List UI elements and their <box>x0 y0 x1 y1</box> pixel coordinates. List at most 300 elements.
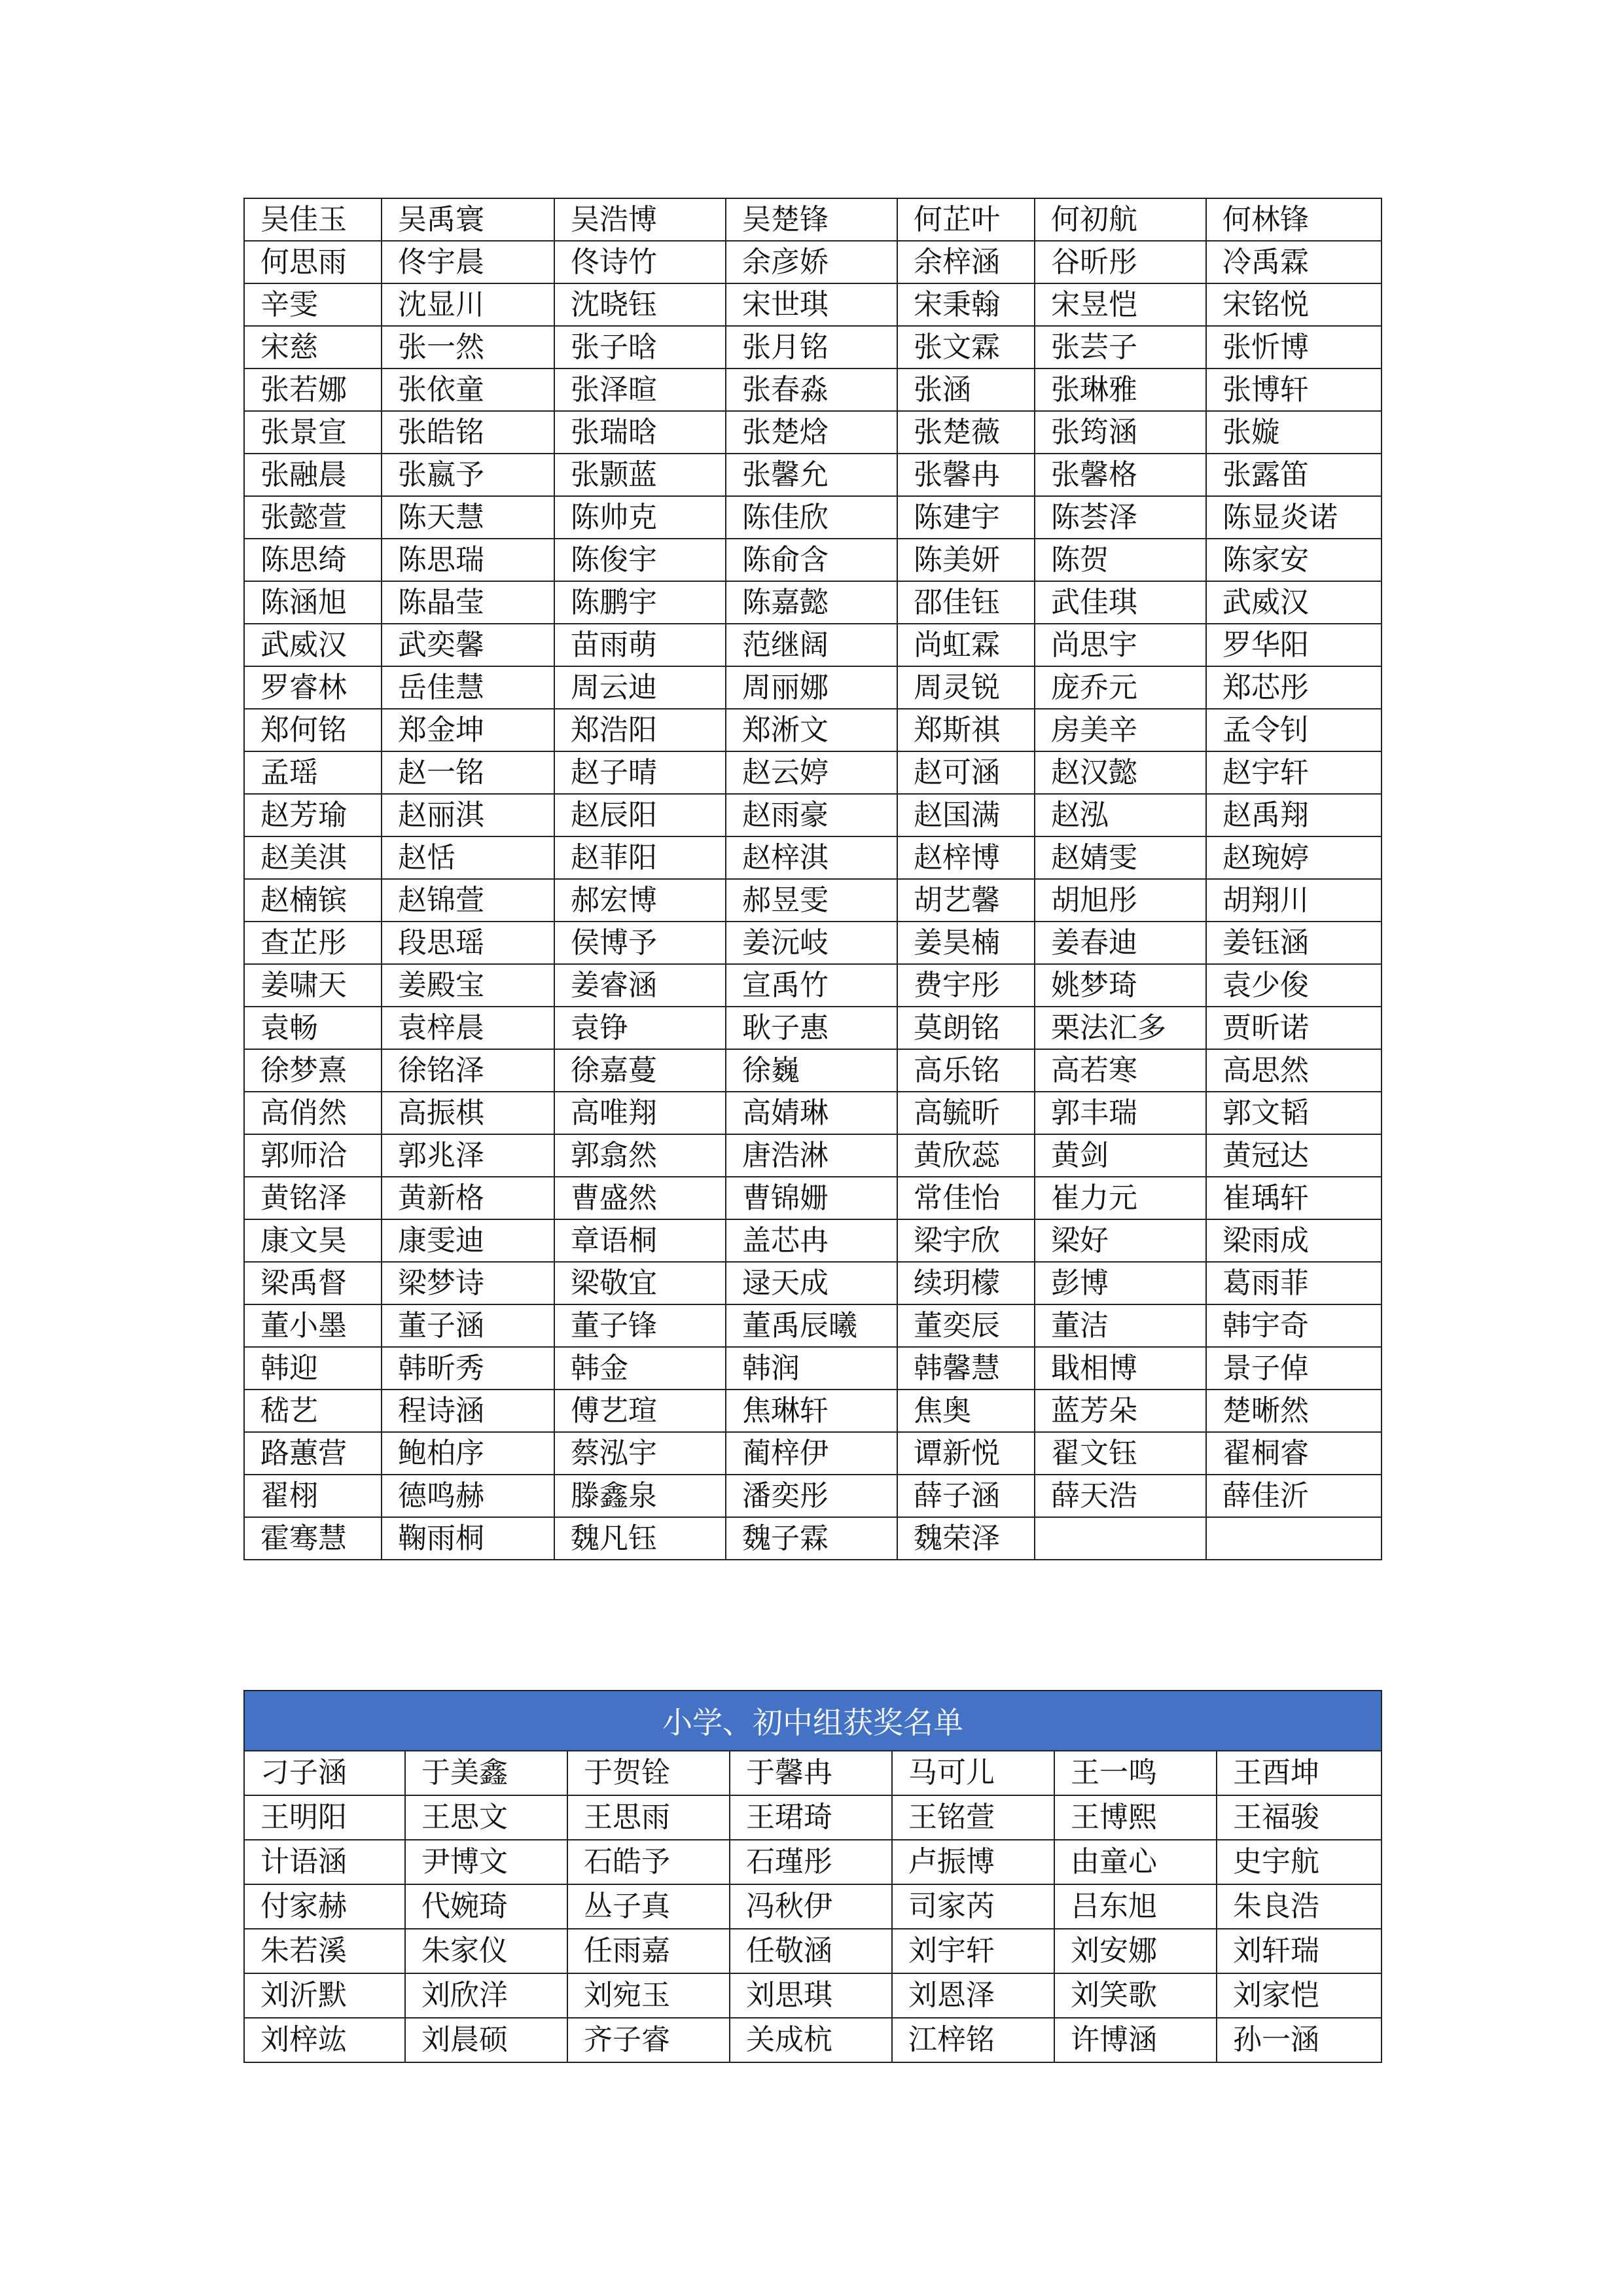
name-cell: 魏荣泽 <box>897 1517 1035 1560</box>
name-cell: 袁畅 <box>244 1007 382 1049</box>
name-cell: 郑淅文 <box>726 709 897 751</box>
name-cell: 徐嘉蔓 <box>554 1049 726 1092</box>
name-cell: 栗法汇多 <box>1035 1007 1206 1049</box>
name-cell: 刘宛玉 <box>567 1973 730 2018</box>
name-cell: 陈贺 <box>1035 539 1206 581</box>
name-cell: 赵泓 <box>1035 794 1206 836</box>
name-cell: 赵辰阳 <box>554 794 726 836</box>
primary-middle-school-award-table <box>243 1690 1382 2063</box>
name-cell: 陈家安 <box>1206 539 1382 581</box>
name-cell: 康雯迪 <box>382 1219 554 1262</box>
name-cell: 梁敬宜 <box>554 1262 726 1304</box>
name-cell: 冷禹霖 <box>1206 241 1382 283</box>
table-row <box>244 2018 1382 2062</box>
name-cell: 翟文钰 <box>1035 1432 1206 1475</box>
name-cell: 武佳琪 <box>1035 581 1206 624</box>
name-cell: 宋世琪 <box>726 283 897 326</box>
name-cell: 张颢蓝 <box>554 454 726 496</box>
name-cell: 陈天慧 <box>382 496 554 539</box>
table-row <box>244 751 1382 794</box>
name-cell: 黄欣蕊 <box>897 1134 1035 1177</box>
name-cell <box>1035 1517 1206 1560</box>
table-row <box>244 581 1382 624</box>
name-cell: 郑金坤 <box>382 709 554 751</box>
name-cell: 王明阳 <box>244 1795 405 1840</box>
name-cell: 董小墨 <box>244 1304 382 1347</box>
name-cell: 于美鑫 <box>405 1751 567 1795</box>
table-row <box>244 1795 1382 1840</box>
name-cell: 滕鑫泉 <box>554 1475 726 1517</box>
name-cell: 佟诗竹 <box>554 241 726 283</box>
name-cell: 崔力元 <box>1035 1177 1206 1219</box>
name-cell: 王铭萱 <box>892 1795 1054 1840</box>
table-row <box>244 1751 1382 1795</box>
name-cell: 邵佳钰 <box>897 581 1035 624</box>
name-cell: 楚晰然 <box>1206 1390 1382 1432</box>
table-row <box>244 198 1382 241</box>
name-cell: 薛佳沂 <box>1206 1475 1382 1517</box>
name-cell: 孟瑶 <box>244 751 382 794</box>
name-cell: 武威汉 <box>244 624 382 666</box>
name-cell: 张博轩 <box>1206 368 1382 411</box>
name-cell: 姜春迪 <box>1035 922 1206 964</box>
name-cell: 何初航 <box>1035 198 1206 241</box>
name-cell: 刘笑歌 <box>1054 1973 1217 2018</box>
name-cell: 赵菲阳 <box>554 836 726 879</box>
name-cell: 张瑞晗 <box>554 411 726 454</box>
name-cell: 黄冠达 <box>1206 1134 1382 1177</box>
name-cell: 曹盛然 <box>554 1177 726 1219</box>
name-cell: 陈俊宇 <box>554 539 726 581</box>
name-cell: 贾昕诺 <box>1206 1007 1382 1049</box>
name-cell: 续玥檬 <box>897 1262 1035 1304</box>
name-cell: 陈荟泽 <box>1035 496 1206 539</box>
name-cell: 蔡泓宇 <box>554 1432 726 1475</box>
name-cell: 于馨冉 <box>730 1751 892 1795</box>
table-row <box>244 836 1382 879</box>
name-cell: 赵梓博 <box>897 836 1035 879</box>
name-cell: 蓝芳朵 <box>1035 1390 1206 1432</box>
name-cell: 程诗涵 <box>382 1390 554 1432</box>
name-cell: 高俏然 <box>244 1092 382 1134</box>
table-row <box>244 1884 1382 1929</box>
name-cell: 房美辛 <box>1035 709 1206 751</box>
table-row <box>244 1134 1382 1177</box>
name-cell: 张融晨 <box>244 454 382 496</box>
name-cell: 郑何铭 <box>244 709 382 751</box>
name-cell: 赵婧雯 <box>1035 836 1206 879</box>
name-cell: 武奕馨 <box>382 624 554 666</box>
name-cell: 赵美淇 <box>244 836 382 879</box>
table-row <box>244 1929 1382 1973</box>
name-cell: 朱若溪 <box>244 1929 405 1973</box>
name-cell: 赵汉懿 <box>1035 751 1206 794</box>
table-row <box>244 368 1382 411</box>
table-row <box>244 794 1382 836</box>
name-cell: 韩金 <box>554 1347 726 1390</box>
name-cell: 傅艺瑄 <box>554 1390 726 1432</box>
name-cell: 姜昊楠 <box>897 922 1035 964</box>
name-cell: 赵芳瑜 <box>244 794 382 836</box>
name-cell: 于贺铨 <box>567 1751 730 1795</box>
table-row <box>244 454 1382 496</box>
name-cell: 郑浩阳 <box>554 709 726 751</box>
name-cell: 司家芮 <box>892 1884 1054 1929</box>
table-row <box>244 411 1382 454</box>
name-cell: 袁铮 <box>554 1007 726 1049</box>
name-cell: 赵子晴 <box>554 751 726 794</box>
name-cell: 辛雯 <box>244 283 382 326</box>
name-cell: 赵楠镔 <box>244 879 382 922</box>
name-cell: 王福骏 <box>1217 1795 1382 1840</box>
name-cell: 罗睿林 <box>244 666 382 709</box>
name-cell: 郭丰瑞 <box>1035 1092 1206 1134</box>
name-cell: 赵梓淇 <box>726 836 897 879</box>
name-cell: 王博熙 <box>1054 1795 1217 1840</box>
name-cell: 周丽娜 <box>726 666 897 709</box>
name-cell: 宋铭悦 <box>1206 283 1382 326</box>
name-cell: 郝昱雯 <box>726 879 897 922</box>
name-cell: 宋慈 <box>244 326 382 368</box>
name-cell: 刘轩瑞 <box>1217 1929 1382 1973</box>
name-cell: 张子晗 <box>554 326 726 368</box>
name-cell: 彭博 <box>1035 1262 1206 1304</box>
name-cell: 王酉坤 <box>1217 1751 1382 1795</box>
name-cell: 潘奕彤 <box>726 1475 897 1517</box>
table-row <box>244 709 1382 751</box>
name-cell: 王珺琦 <box>730 1795 892 1840</box>
name-cell: 陈美妍 <box>897 539 1035 581</box>
table-row <box>244 1007 1382 1049</box>
name-cell: 张琳雅 <box>1035 368 1206 411</box>
name-cell: 德鸣赫 <box>382 1475 554 1517</box>
name-cell: 丛子真 <box>567 1884 730 1929</box>
table-row <box>244 1177 1382 1219</box>
name-cell: 逯天成 <box>726 1262 897 1304</box>
name-cell: 武威汉 <box>1206 581 1382 624</box>
name-cell: 查芷彤 <box>244 922 382 964</box>
name-cell: 尹博文 <box>405 1840 567 1884</box>
name-cell: 谷昕彤 <box>1035 241 1206 283</box>
name-cell: 魏凡钰 <box>554 1517 726 1560</box>
table-row <box>244 964 1382 1007</box>
name-cell: 苗雨萌 <box>554 624 726 666</box>
name-cell: 胡艺馨 <box>897 879 1035 922</box>
name-cell: 姜沅岐 <box>726 922 897 964</box>
name-cell: 郭文韬 <box>1206 1092 1382 1134</box>
name-cell: 张文霖 <box>897 326 1035 368</box>
name-cell: 孙一涵 <box>1217 2018 1382 2062</box>
name-cell: 刁子涵 <box>244 1751 405 1795</box>
name-cell: 张筠涵 <box>1035 411 1206 454</box>
table-row <box>244 1973 1382 2018</box>
name-cell: 戢相博 <box>1035 1347 1206 1390</box>
name-cell: 张月铭 <box>726 326 897 368</box>
table-row <box>244 241 1382 283</box>
name-cell: 赵禹翔 <box>1206 794 1382 836</box>
name-cell: 董子锋 <box>554 1304 726 1347</box>
name-cell: 陈涵旭 <box>244 581 382 624</box>
name-cell: 高婧琳 <box>726 1092 897 1134</box>
name-cell: 石瑾彤 <box>730 1840 892 1884</box>
name-cell: 陈嘉懿 <box>726 581 897 624</box>
name-cell: 沈晓钰 <box>554 283 726 326</box>
name-cell: 余梓涵 <box>897 241 1035 283</box>
name-cell: 何思雨 <box>244 241 382 283</box>
name-cell: 梁禹督 <box>244 1262 382 1304</box>
name-cell: 张露笛 <box>1206 454 1382 496</box>
name-cell: 马可儿 <box>892 1751 1054 1795</box>
name-cell: 赵宇轩 <box>1206 751 1382 794</box>
name-cell: 郭翕然 <box>554 1134 726 1177</box>
name-cell: 赵云婷 <box>726 751 897 794</box>
name-cell: 张一然 <box>382 326 554 368</box>
table-row <box>244 1390 1382 1432</box>
name-cell: 陈晶莹 <box>382 581 554 624</box>
table-row <box>244 1475 1382 1517</box>
name-cell: 陈佳欣 <box>726 496 897 539</box>
table-row <box>244 879 1382 922</box>
name-cell: 韩迎 <box>244 1347 382 1390</box>
name-cell: 嵇艺 <box>244 1390 382 1432</box>
name-cell: 石皓予 <box>567 1840 730 1884</box>
name-cell: 何林锋 <box>1206 198 1382 241</box>
name-cell <box>1206 1517 1382 1560</box>
table-row <box>244 1432 1382 1475</box>
name-cell: 梁雨成 <box>1206 1219 1382 1262</box>
name-cell: 薛子涵 <box>897 1475 1035 1517</box>
name-cell: 尚虹霖 <box>897 624 1035 666</box>
name-cell: 董禹辰曦 <box>726 1304 897 1347</box>
name-cell: 郑芯彤 <box>1206 666 1382 709</box>
name-cell: 曹锦姗 <box>726 1177 897 1219</box>
table-row <box>244 496 1382 539</box>
award-names-table-continued <box>243 198 1382 1560</box>
name-cell: 计语涵 <box>244 1840 405 1884</box>
name-cell: 赵国满 <box>897 794 1035 836</box>
name-cell: 刘晨硕 <box>405 2018 567 2062</box>
table-row <box>244 283 1382 326</box>
name-cell: 吴浩博 <box>554 198 726 241</box>
name-cell: 段思瑶 <box>382 922 554 964</box>
name-cell: 姜睿涵 <box>554 964 726 1007</box>
name-cell: 侯博予 <box>554 922 726 964</box>
name-cell: 任敬涵 <box>730 1929 892 1973</box>
name-cell: 刘宇轩 <box>892 1929 1054 1973</box>
name-cell: 张忻博 <box>1206 326 1382 368</box>
name-cell: 常佳怡 <box>897 1177 1035 1219</box>
name-cell: 吴佳玉 <box>244 198 382 241</box>
name-cell: 范继阔 <box>726 624 897 666</box>
name-cell: 孟令钊 <box>1206 709 1382 751</box>
name-cell: 尚思宇 <box>1035 624 1206 666</box>
name-cell: 张馨允 <box>726 454 897 496</box>
name-cell: 鲍柏序 <box>382 1432 554 1475</box>
name-cell: 陈俞含 <box>726 539 897 581</box>
table-title: 小学、初中组获奖名单 <box>244 1691 1382 1751</box>
name-cell: 郭师洽 <box>244 1134 382 1177</box>
name-cell: 耿子惠 <box>726 1007 897 1049</box>
name-cell: 陈思瑞 <box>382 539 554 581</box>
name-cell: 董奕辰 <box>897 1304 1035 1347</box>
name-cell: 岳佳慧 <box>382 666 554 709</box>
name-cell: 何芷叶 <box>897 198 1035 241</box>
name-cell: 史宇航 <box>1217 1840 1382 1884</box>
name-cell: 莫朗铭 <box>897 1007 1035 1049</box>
name-cell: 郝宏博 <box>554 879 726 922</box>
name-cell: 赵锦萱 <box>382 879 554 922</box>
name-cell: 张懿萱 <box>244 496 382 539</box>
name-cell: 黄新格 <box>382 1177 554 1219</box>
name-cell: 霍骞慧 <box>244 1517 382 1560</box>
name-cell: 章语桐 <box>554 1219 726 1262</box>
name-cell: 卢振博 <box>892 1840 1054 1884</box>
name-cell: 韩昕秀 <box>382 1347 554 1390</box>
name-cell: 梁好 <box>1035 1219 1206 1262</box>
name-cell: 韩润 <box>726 1347 897 1390</box>
name-cell: 吕东旭 <box>1054 1884 1217 1929</box>
name-cell: 胡旭彤 <box>1035 879 1206 922</box>
name-cell: 周云迪 <box>554 666 726 709</box>
table-row <box>244 1347 1382 1390</box>
name-cell: 高唯翔 <box>554 1092 726 1134</box>
name-cell: 王思雨 <box>567 1795 730 1840</box>
name-cell: 徐铭泽 <box>382 1049 554 1092</box>
table-row <box>244 1304 1382 1347</box>
name-cell: 张馨冉 <box>897 454 1035 496</box>
table-row <box>244 666 1382 709</box>
table-row <box>244 326 1382 368</box>
name-cell: 董洁 <box>1035 1304 1206 1347</box>
table-row <box>244 539 1382 581</box>
name-cell: 崔瑀轩 <box>1206 1177 1382 1219</box>
name-cell: 付家赫 <box>244 1884 405 1929</box>
name-cell: 由童心 <box>1054 1840 1217 1884</box>
name-cell: 赵雨豪 <box>726 794 897 836</box>
name-cell: 董子涵 <box>382 1304 554 1347</box>
name-cell: 余彦娇 <box>726 241 897 283</box>
name-cell: 代婉琦 <box>405 1884 567 1929</box>
name-cell: 焦奥 <box>897 1390 1035 1432</box>
name-cell: 赵丽淇 <box>382 794 554 836</box>
name-cell: 陈鹏宇 <box>554 581 726 624</box>
name-cell: 谭新悦 <box>897 1432 1035 1475</box>
name-cell: 刘欣洋 <box>405 1973 567 2018</box>
name-cell: 张嬴予 <box>382 454 554 496</box>
name-cell: 袁少俊 <box>1206 964 1382 1007</box>
table-row <box>244 624 1382 666</box>
name-cell: 刘家恺 <box>1217 1973 1382 2018</box>
name-cell: 刘安娜 <box>1054 1929 1217 1973</box>
name-cell: 盖芯冉 <box>726 1219 897 1262</box>
name-cell: 姜啸天 <box>244 964 382 1007</box>
name-cell: 蔺梓伊 <box>726 1432 897 1475</box>
table-row <box>244 1262 1382 1304</box>
name-cell: 朱家仪 <box>405 1929 567 1973</box>
name-cell: 魏子霖 <box>726 1517 897 1560</box>
name-cell: 梁梦诗 <box>382 1262 554 1304</box>
name-cell: 沈显川 <box>382 283 554 326</box>
name-cell: 康文昊 <box>244 1219 382 1262</box>
name-cell: 刘恩泽 <box>892 1973 1054 2018</box>
name-cell: 陈思绮 <box>244 539 382 581</box>
name-cell: 郑斯祺 <box>897 709 1035 751</box>
name-cell: 张涵 <box>897 368 1035 411</box>
name-cell: 赵一铭 <box>382 751 554 794</box>
name-cell: 袁梓晨 <box>382 1007 554 1049</box>
name-cell: 景子倬 <box>1206 1347 1382 1390</box>
name-cell: 翟栩 <box>244 1475 382 1517</box>
name-cell: 梁宇欣 <box>897 1219 1035 1262</box>
name-cell: 江梓铭 <box>892 2018 1054 2062</box>
name-cell: 王一鸣 <box>1054 1751 1217 1795</box>
name-cell: 庞乔元 <box>1035 666 1206 709</box>
name-cell: 刘思琪 <box>730 1973 892 2018</box>
name-cell: 罗华阳 <box>1206 624 1382 666</box>
name-cell: 张馨格 <box>1035 454 1206 496</box>
name-cell: 宣禹竹 <box>726 964 897 1007</box>
name-cell: 姚梦琦 <box>1035 964 1206 1007</box>
name-cell: 张依童 <box>382 368 554 411</box>
name-cell: 郭兆泽 <box>382 1134 554 1177</box>
name-cell: 宋昱恺 <box>1035 283 1206 326</box>
name-cell: 费宇彤 <box>897 964 1035 1007</box>
name-cell: 徐梦熹 <box>244 1049 382 1092</box>
table-row <box>244 1840 1382 1884</box>
name-cell: 任雨嘉 <box>567 1929 730 1973</box>
name-cell: 高思然 <box>1206 1049 1382 1092</box>
name-cell: 张若娜 <box>244 368 382 411</box>
name-cell: 张楚焓 <box>726 411 897 454</box>
name-cell: 朱良浩 <box>1217 1884 1382 1929</box>
table-header-row <box>244 1691 1382 1751</box>
name-cell: 高毓昕 <box>897 1092 1035 1134</box>
name-cell: 宋秉翰 <box>897 283 1035 326</box>
name-cell: 陈显炎诺 <box>1206 496 1382 539</box>
name-cell: 赵琬婷 <box>1206 836 1382 879</box>
name-cell: 张嫙 <box>1206 411 1382 454</box>
name-cell: 张景宣 <box>244 411 382 454</box>
name-cell: 翟桐睿 <box>1206 1432 1382 1475</box>
name-cell: 路蕙营 <box>244 1432 382 1475</box>
name-cell: 赵恬 <box>382 836 554 879</box>
name-cell: 王思文 <box>405 1795 567 1840</box>
name-cell: 齐子睿 <box>567 2018 730 2062</box>
name-cell: 佟宇晨 <box>382 241 554 283</box>
name-cell: 姜殿宝 <box>382 964 554 1007</box>
name-cell: 焦琳轩 <box>726 1390 897 1432</box>
table-row <box>244 1517 1382 1560</box>
name-cell: 吴禹寰 <box>382 198 554 241</box>
name-cell: 葛雨菲 <box>1206 1262 1382 1304</box>
name-cell: 韩馨慧 <box>897 1347 1035 1390</box>
name-cell: 姜钰涵 <box>1206 922 1382 964</box>
name-cell: 陈建宇 <box>897 496 1035 539</box>
name-cell: 高振棋 <box>382 1092 554 1134</box>
name-cell: 周灵锐 <box>897 666 1035 709</box>
name-cell: 徐巍 <box>726 1049 897 1092</box>
name-cell: 胡翔川 <box>1206 879 1382 922</box>
name-cell: 鞠雨桐 <box>382 1517 554 1560</box>
name-cell: 冯秋伊 <box>730 1884 892 1929</box>
name-cell: 黄剑 <box>1035 1134 1206 1177</box>
name-cell: 赵可涵 <box>897 751 1035 794</box>
name-cell: 张皓铭 <box>382 411 554 454</box>
table-row <box>244 922 1382 964</box>
name-cell: 关成杭 <box>730 2018 892 2062</box>
name-cell: 黄铭泽 <box>244 1177 382 1219</box>
name-cell: 吴楚锋 <box>726 198 897 241</box>
